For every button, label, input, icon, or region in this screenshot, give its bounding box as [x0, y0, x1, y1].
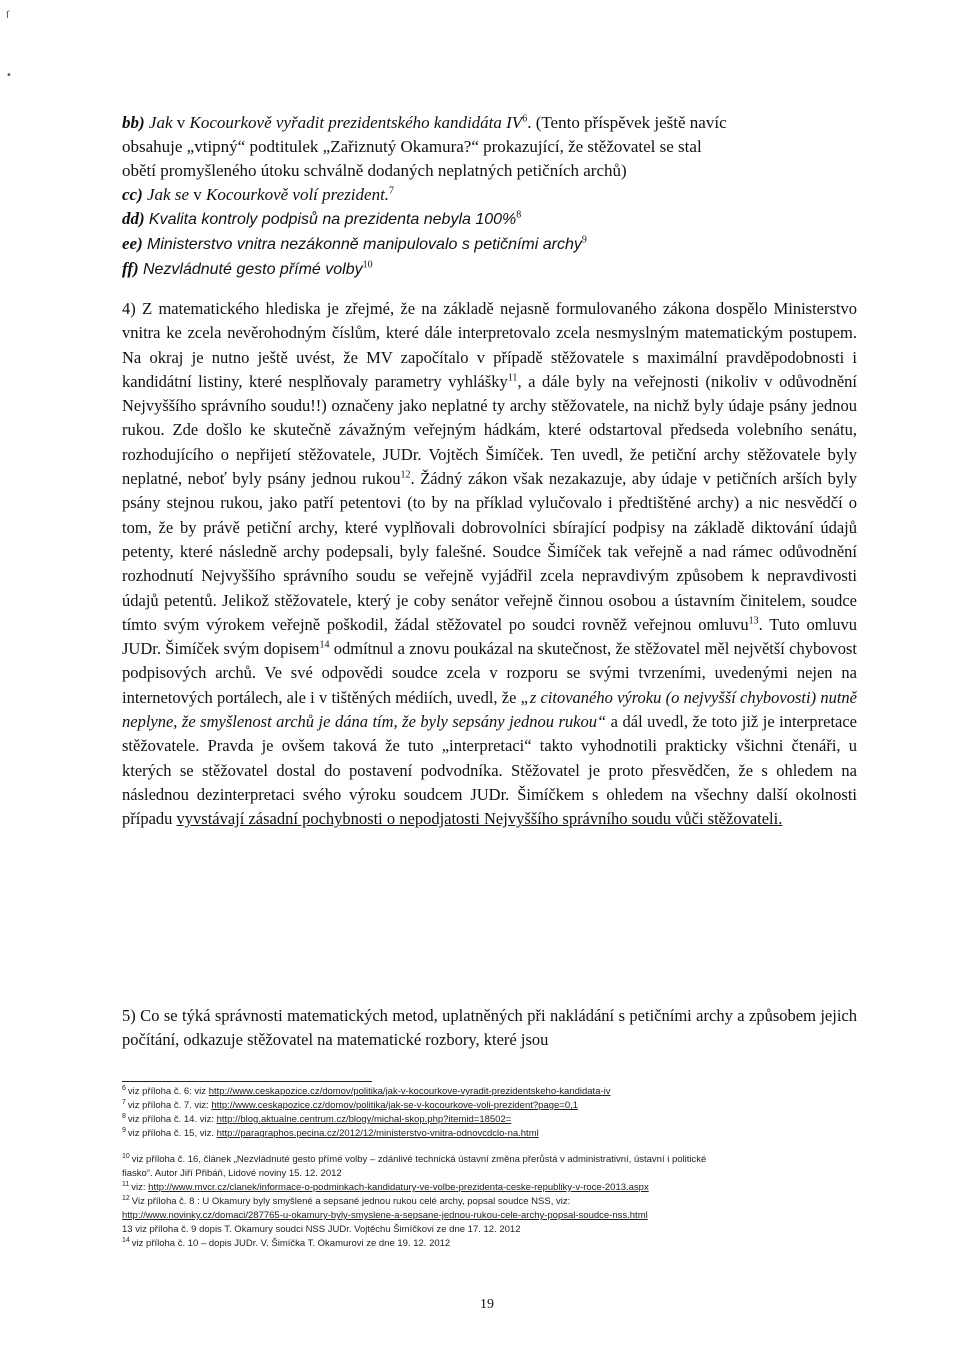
paragraph-4: 4) Z matematického hlediska je zřejmé, že na základě nejasně formulovaného zákona dospělo Ministerstvo vnitra ke zcela nevěrohodným číslům, které dále interpretovalo zcela nesmyslným matematickým postupem. Na okraj je nutno ještě uvést, že MV započítalo v případě stěžovatele s maximální pravděpodobnosti i kandidátní listiny, které nesplňovaly parametry vyhlášky$^{11}$, a dále byly na veřejnosti (nikoliv v odůvodnění Nejvyššího správního soudu!!) označeny jako neplatné ty archy stěžovatele, na nichž byly údaje psány jednou rukou. Zde došlo ke skutečně závažným veřejným hádkám, které odstartoval předseda volebního senátu, rozhodujícího o nepřijetí stěžovatele, JUDr. Vojtěch Šimíček. Ten uvedl, že petiční archy stěžovatele byly neplatné, neboť byly psány jednou rukou$^{12}$. Žádný zákon však nezakazuje, aby údaje v petičních arších byly psány stejnou rukou, jako patří petentovi (to by na příklad vylučovalo i předtištěné archy) a nic nesvědčí o tom, že by právě petiční archy, které vyplňovali dobrovolníci sbírající podpisy na základě diktování údajů petenty, které následně archy podepsali, byly falešné. Soudce Šimíček tak veřejně a nad rámec odůvodnění rozhodnutí Nejvyššího správního soudu se veřejně vyjádřil zcela nepravdivým způsobem k nepravdivosti údajů petentů. Jelikož stěžovatele, který je coby senátor veřejně činnou osobou a ústavním činitelem, soudce tímto svým výrokem veřejně poškodil, žádal stěžovatel po soudci rovněž veřejnou omluvu$^{13}$. Tuto omluvu JUDr. Šimíček svým dopisem$^{14}$ odmítnul a znovu poukázal na skutečnost, že stěžovatel měl největší chybovost podpisových archů. Ve své odpovědi soudce zcela v rozporu se svými tvrzeními, uvedenými nejen na internetových portálech, ale i v tištěných médiích, uvedl, že „z citovaného výroku (o nejvyšší chybovosti) nutně neplyne, že smyšlenost archů je dána tím, že byly sepsány jednou rukou“ a dál uvedl, že toto již je interpretace stěžovatele. Pravda je ovšem taková že tuto „interpretaci“ takto vyhodnotili prakticky všichni čtenáři, u kterých se stěžovatel dostal do postavení podvodníka. Stěžovatel je proto přesvědčen, že s ohledem na následnou dezinterpretaci svého výroku soudcem JUDr. Šimíčkem s ohledem na všechny další okolnosti případu vyvstávají zásadní pochybnosti o nepodjatosti Nejvyššího správního soudu vůči stěžovateli. [122, 299, 857, 829]
footnote-link[interactable]: http://www.mvcr.cz/clanek/informace-o-podminkach-kandidatury-ve-volbe-prezidenta-ceske-republiky-v-roce-2013.aspx [148, 1182, 649, 1193]
paragraph-5: 5) Co se týká správnosti matematických metod, uplatněných při nakládání s petičními archy a způsobem jejich počítání, odkazuje stěžovatel na matematické rozbory, které jsou [122, 1006, 857, 1050]
scan-mark: ſ [6, 10, 10, 21]
footnote: $^{14}$ viz příloha č. 10 – dopis JUDr. V. Šimíčka T. Okamurovi ze dne 19. 12. 2012 [122, 1237, 451, 1249]
footnote-link[interactable]: http://www.ceskapozice.cz/domov/politika/jak-v-kocourkove-vyradit-prezidentskeho-kandidata-iv [208, 1086, 611, 1097]
list-item-ee: ee) Ministerstvo vnitra nezákonně manipulovalo s petičními archy$^9$ [122, 234, 587, 253]
footnote-link[interactable]: http://paragraphos.pecina.cz/2012/12/ministerstvo-vnitra-odnovcdclo-na.html [216, 1128, 539, 1139]
footnotes [122, 1085, 842, 1251]
scan-mark: • [6, 70, 12, 81]
footnote-cont: fiasko“. Autor Jiří Přibáň, Lidové noviny 15. 12. 2012 [122, 1168, 342, 1179]
footnote: $^8$ viz příloha č. 14. viz: http://blog.aktualne.centrum.cz/blogy/michal-skop.php?itemid=18502= [122, 1113, 512, 1125]
footnote: $^7$ viz příloha č. 7. viz: http://www.ceskapozice.cz/domov/politika/jak-se-v-kocourkove-voli-prezident?page=0,1 [122, 1099, 579, 1111]
footnote-link[interactable]: http://www.novinky.cz/domaci/287765-u-okamury-byly-smyslene-a-sepsane-jednou-rukou-cele-archy-popsal-soudce-nss.html [122, 1210, 648, 1221]
list-item-bb-cont: obsahuje „vtipný“ podtitulek „Zařiznutý Okamura?“ prokazující, že stěžovatel se stal [122, 137, 702, 156]
list-item-bb-cont: obětí promyšleného útoku schválně dodaných neplatných petičních archů) [122, 161, 627, 180]
footnote-link[interactable]: http://www.ceskapozice.cz/domov/politika/jak-se-v-kocourkove-voli-prezident?page=0,1 [211, 1100, 579, 1111]
list-item-ff: ff) Nezvládnuté gesto přímé volby$^{10}$ [122, 259, 373, 278]
footnote-cont [122, 1209, 842, 1223]
footnote-divider [122, 1081, 372, 1082]
footnote: 13 viz příloha č. 9 dopis T. Okamury soudci NSS JUDr. Vojtěchu Šimíčkovi ze dne 17. 12. 2012 [122, 1224, 521, 1235]
footnote-link[interactable]: http://blog.aktualne.centrum.cz/blogy/michal-skop.php?itemid=18502= [216, 1114, 512, 1125]
footnote: $^9$ viz příloha č. 15, viz. http://paragraphos.pecina.cz/2012/12/ministerstvo-vnitra-odnovcdclo-na.html [122, 1127, 539, 1139]
list-item-cc: cc) Jak se v Kocourkově volí prezident.$^7$ [122, 185, 395, 204]
footnote: $^6$ viz příloha č. 6: viz http://www.ceskapozice.cz/domov/politika/jak-v-kocourkove-vyradit-prezidentskeho-kandidata-iv [122, 1085, 611, 1097]
list-item-dd: dd) Kvalita kontroly podpisů na prezidenta nebyla 100%$^8$ [122, 209, 522, 228]
footnote: $^{12}$ Viz příloha č. 8 : U Okamury byly smyšlené a sepsané jednou rukou celé archy, popsal soudce NSS, viz: [122, 1195, 571, 1207]
underlined-conclusion: vyvstávají zásadní pochybnosti o nepodjatosti Nejvyššího správního soudu vůči stěžovateli. [176, 809, 783, 829]
link-list [122, 111, 857, 282]
list-item-bb: bb) Jak v Kocourkově vyřadit prezidentského kandidáta $IV^6$. (Tento příspěvek ještě navíc [122, 113, 727, 132]
footnote: $^{11}$ viz: http://www.mvcr.cz/clanek/informace-o-podminkach-kandidatury-ve-volbe-prezidenta-ceske-republiky-v-roce-2013.aspx [122, 1181, 649, 1193]
quoted-statement: „z citovaného výroku (o nejvyšší chybovosti) nutně neplyne, že smyšlenost archů je dána tím, že byly sepsány jednou rukou“ [122, 687, 857, 732]
page-number: 19 [480, 1297, 494, 1312]
footnote: $^{10}$ viz příloha č. 16, článek „Nezvládnuté gesto přímé volby – zdánlivé technická ústavní změna přerůstá v administrativní, ústavní i politické [122, 1153, 707, 1165]
